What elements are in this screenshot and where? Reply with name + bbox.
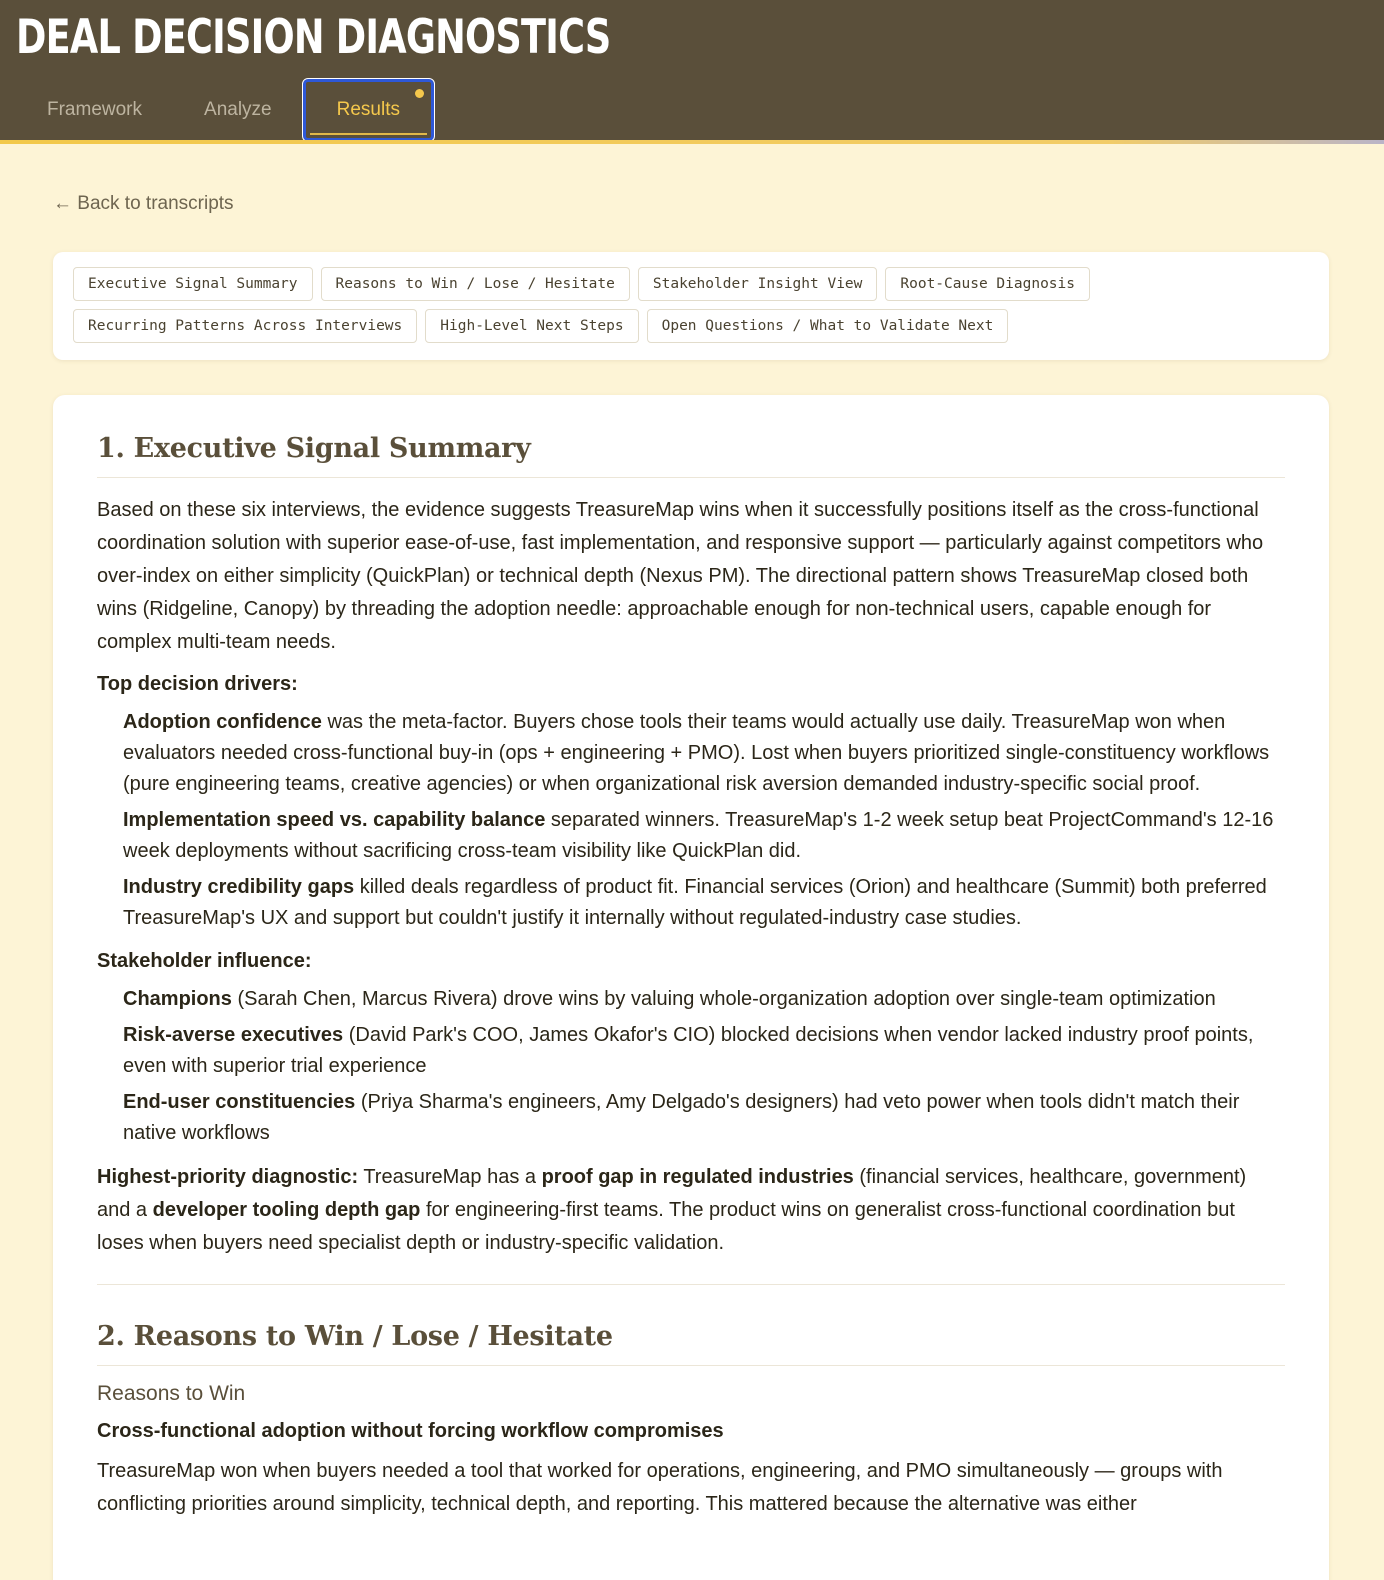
tab-framework[interactable]: Framework bbox=[47, 99, 143, 120]
toc-recurring-patterns[interactable]: Recurring Patterns Across Interviews bbox=[73, 309, 417, 343]
stakeholder-item: Champions (Sarah Chen, Marcus Rivera) drove wins by valuing whole-organization adoption over single-team optimization bbox=[123, 988, 1216, 1010]
toc-stakeholder-insight-view[interactable]: Stakeholder Insight View bbox=[638, 267, 878, 301]
header-accent-bar bbox=[0, 140, 1384, 144]
toc-reasons-to-win-lose-hesitate[interactable]: Reasons to Win / Lose / Hesitate bbox=[321, 267, 630, 301]
stakeholder-item: Risk-averse executives (David Park's COO, James Okafor's CIO) blocked decisions when vendor lacked industry proof points, even with superior trial experience bbox=[123, 1024, 1254, 1077]
drivers-heading: Top decision drivers: bbox=[97, 673, 298, 695]
highest-priority-diagnostic: Highest-priority diagnostic: TreasureMap has a proof gap in regulated industries (financial services, healthcare, government) and a developer tooling depth gap for engineering-first teams. The product wins on generalist cross-functional coordination but loses when buyers need specialist depth or industry-specific validation. bbox=[97, 1166, 1247, 1254]
toc-high-level-next-steps[interactable]: High-Level Next Steps bbox=[425, 309, 638, 343]
tab-results[interactable] bbox=[303, 79, 434, 141]
results-content bbox=[53, 395, 1329, 1580]
section-title-executive-summary: 1. Executive Signal Summary bbox=[97, 433, 1285, 478]
driver-item: Implementation speed vs. capability balance separated winners. TreasureMap's 1-2 week setup beat ProjectCommand's 12-16 week deployments without sacrificing cross-team visibility like QuickPlan did. bbox=[123, 809, 1274, 862]
tab-analyze[interactable]: Analyze bbox=[204, 99, 272, 120]
reason-item-title: Cross-functional adoption without forcing workflow compromises bbox=[97, 1420, 724, 1442]
active-dot-icon bbox=[415, 89, 424, 98]
section-divider bbox=[97, 1284, 1285, 1285]
executive-summary-intro: Based on these six interviews, the evidence suggests TreasureMap wins when it successfully positions itself as the cross-functional coordination solution with superior ease-of-use, fast implementation, and responsive support — particularly against competitors who over-index on either simplicity (QuickPlan) or technical depth (Nexus PM). The directional pattern shows TreasureMap closed both wins (Ridgeline, Canopy) by threading the adoption needle: approachable enough for non-technical users, capable enough for complex multi-team needs. bbox=[97, 499, 1264, 653]
app-header bbox=[0, 0, 1384, 140]
section-navigation bbox=[53, 252, 1329, 360]
toc-open-questions[interactable]: Open Questions / What to Validate Next bbox=[647, 309, 1009, 343]
tab-results-label: Results bbox=[336, 99, 400, 120]
toc-root-cause-diagnosis[interactable]: Root-Cause Diagnosis bbox=[885, 267, 1090, 301]
toc-executive-signal-summary[interactable]: Executive Signal Summary bbox=[73, 267, 313, 301]
main-tabs bbox=[16, 80, 434, 142]
back-to-transcripts-link[interactable]: ← Back to transcripts bbox=[53, 193, 234, 214]
driver-item: Adoption confidence was the meta-factor. Buyers chose tools their teams would actually use daily. TreasureMap won when evaluators needed cross-functional buy-in (ops + engineering + PMO). Lost when buyers prioritized single-constituency workflows (pure engineering teams, creative agencies) or when organizational risk aversion demanded industry-specific social proof. bbox=[123, 711, 1270, 795]
stakeholder-item: End-user constituencies (Priya Sharma's engineers, Amy Delgado's designers) had veto power when tools didn't match their native workflows bbox=[123, 1091, 1240, 1144]
section-title-reasons: 2. Reasons to Win / Lose / Hesitate bbox=[97, 1321, 1285, 1366]
driver-item: Industry credibility gaps killed deals regardless of product fit. Financial services (Orion) and healthcare (Summit) both preferred TreasureMap's UX and support but couldn't justify it internally without regulated-industry case studies. bbox=[123, 876, 1267, 929]
subsection-reasons-to-win: Reasons to Win bbox=[97, 1382, 246, 1405]
tab-underline bbox=[310, 133, 427, 135]
reason-item-text: TreasureMap won when buyers needed a tool that worked for operations, engineering, and PMO simultaneously — groups with conflicting priorities around simplicity, technical depth, and reporting. This mattered because the alternative was either bbox=[97, 1460, 1223, 1515]
app-title: DEAL DECISION DIAGNOSTICS bbox=[16, 10, 611, 65]
stakeholder-heading: Stakeholder influence: bbox=[97, 950, 312, 972]
